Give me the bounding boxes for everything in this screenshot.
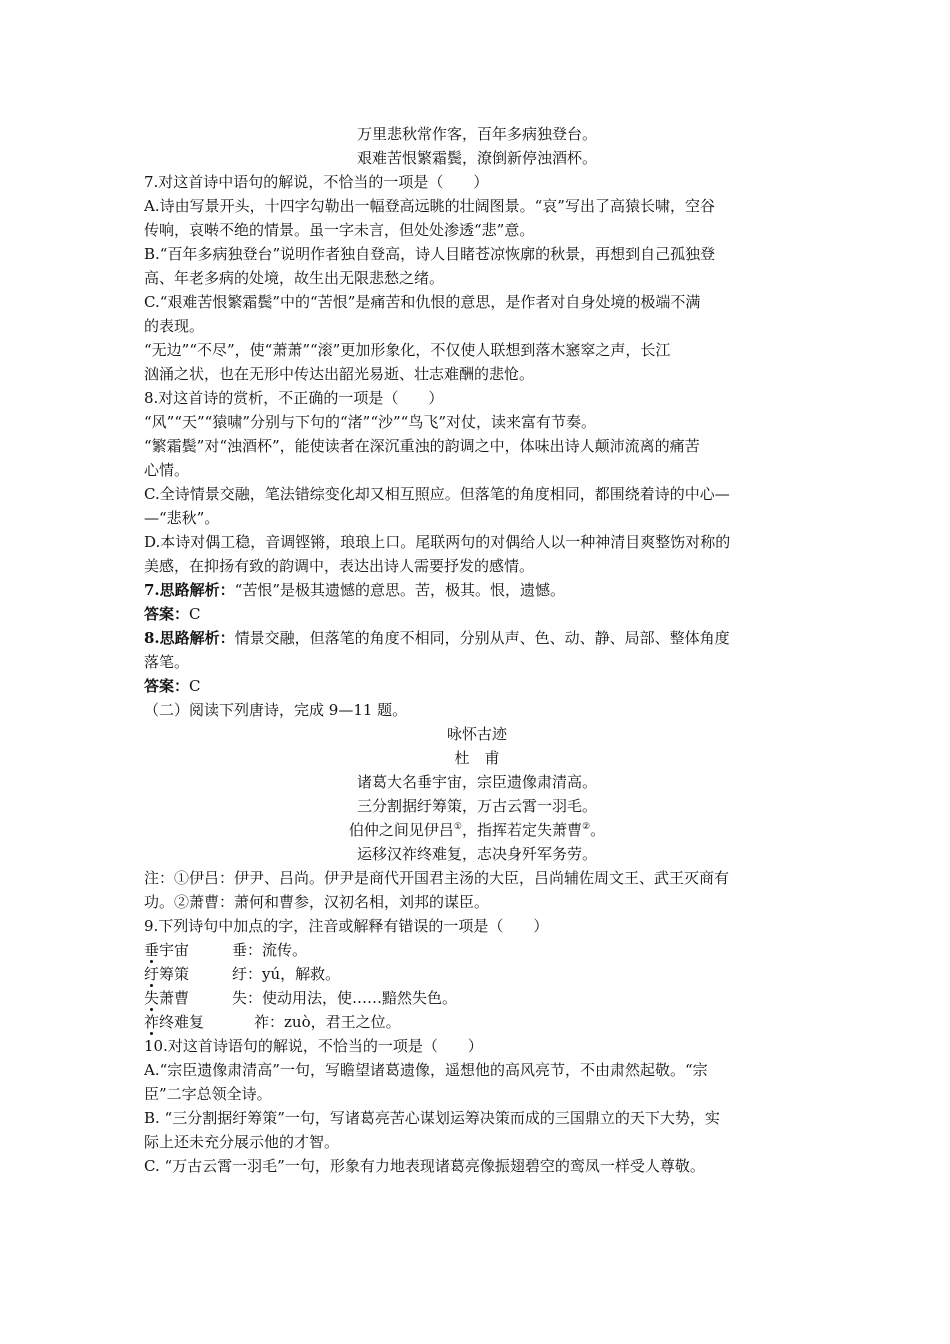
footnote-mark-1: ① [453,822,462,832]
document-body [144,122,810,1178]
q7-option-b-line-1: B.“百年多病独登台”说明作者独自登高，诗人目睹苍凉恢廓的秋景，再想到自己孤独登 [144,245,716,263]
q8-option-d-line-2: 美感，在抑扬有致的韵调中，表达出诗人需要抒发的感情。 [144,557,535,575]
q9-option-3 [144,986,810,1010]
q8-stem: 8.对这首诗的赏析，不正确的一项是（ ） [144,389,444,407]
q9-option-1 [144,938,810,962]
poem2-line-3-part-1: 伯仲之间见伊吕 [348,821,454,839]
answer7-answer-value: C [189,605,201,623]
q10-option-b-line-1: B. “三分割据纡筹策”一句，写诸葛亮苦心谋划运筹决策而成的三国鼎立的天下大势，实 [144,1109,720,1127]
answer7-analysis-label: 7.思路解析： [144,581,235,599]
q9-option-2-word [144,962,189,986]
q8-option-b-line-2: 心情。 [144,461,190,479]
q10-option-c-line-1: C. “万古云霄一羽毛”一句，形象有力地表现诸葛亮像振翅碧空的鸾凤一样受人尊敬。 [144,1157,705,1175]
answer8-analysis-label: 8.思路解析： [144,629,235,647]
q8-option-b-line-1: “繁霜鬓”对“浊酒杯”，能使读者在深沉重浊的韵调之中，体味出诗人颠沛流离的痛苦 [144,437,700,455]
q8-option-a-line-1: “风”“天”“猿啸”分别与下句的“渚”“沙”“鸟飞”对仗，读来富有节奏。 [144,413,597,431]
poem1-line-1: 万里悲秋常作客，百年多病独登台。 [356,125,597,143]
poem2-line-3-part-2: ，指挥若定失萧曹 [461,821,582,839]
q10-option-a-line-2: 臣”二字总领全诗。 [144,1085,272,1103]
q7-option-a-line-1: A.诗由写景开头，十四字勾勒出一幅登高远眺的壮阔图景。“哀”写出了高猿长啸，空谷 [144,197,715,215]
q7-option-c-line-2: 的表现。 [144,317,205,335]
answer8-analysis-text: 情景交融，但落笔的角度不相同，分别从声、色、动、静、局部、整体角度 [234,629,730,647]
answer8-analysis [144,626,810,650]
answer7-answer [144,602,810,626]
q7-option-d-line-1: “无边”“不尽”，使“萧萧”“滚”更加形象化，不仅使人联想到落木窸窣之声，长江 [144,341,671,359]
poem2-line-4: 运移汉祚终难复，志决身歼军务劳。 [356,845,597,863]
q9-stem: 9.下列诗句中加点的字，注音或解释有错误的一项是（ ） [144,917,549,935]
q9-option-1-explanation: 垂：流传。 [232,941,308,959]
answer8-answer-value: C [189,677,201,695]
q9-option-4-explanation: 祚：zuò，君王之位。 [254,1013,401,1031]
q7-option-a-line-2: 传响，哀啭不绝的情景。虽一字未言，但处处渗透“悲”意。 [144,221,535,239]
poem2-line-2: 三分割据纡筹策，万古云霄一羽毛。 [356,797,597,815]
q7-option-b-line-2: 高、年老多病的处境，故生出无限悲愁之绪。 [144,269,445,287]
q7-stem: 7.对这首诗中语句的解说，不恰当的一项是（ ） [144,173,489,191]
q9-option-2-dotted-char: 纡 [144,965,160,983]
q8-option-c-line-1: C.全诗情景交融，笔法错综变化却又相互照应。但落笔的角度相同，都围绕着诗的中心— [144,485,730,503]
poem1-line-2: 艰难苦恨繁霜鬓，潦倒新停浊酒杯。 [356,149,597,167]
q7-option-c-line-1: C.“艰难苦恨繁霜鬓”中的“苦恨”是痛苦和仇恨的意思，是作者对自身处境的极端不满 [144,293,701,311]
poem2-line-3 [144,818,810,842]
q9-option-1-word [144,938,189,962]
answer7-analysis-text: “苦恨”是极其遗憾的意思。苦，极其。恨，遗憾。 [234,581,566,599]
q9-option-4-word [144,1010,204,1034]
q10-option-a-line-1: A.“宗臣遗像肃清高”一句，写瞻望诸葛遗像，遥想他的高风亮节，不由肃然起敬。“宗 [144,1061,708,1079]
poem2-line-3-part-3: 。 [590,821,606,839]
q9-option-2 [144,962,810,986]
answer8-answer-label: 答案： [144,677,190,695]
q9-option-3-explanation: 失：使动用法，使……黯然失色。 [232,989,458,1007]
q9-option-4-dotted-char: 祚 [144,1013,160,1031]
q9-option-3-dotted-char: 失 [144,989,160,1007]
q8-option-d-line-1: D.本诗对偶工稳，音调铿锵，琅琅上口。尾联两句的对偶给人以一种神清目爽整饬对称的 [144,533,731,551]
poem2-line-1: 诸葛大名垂宇宙，宗臣遗像肃清高。 [356,773,597,791]
q9-option-1-word-rest: 宇宙 [159,941,190,959]
poem2-note-line-1: 注：①伊吕：伊尹、吕尚。伊尹是商代开国君主汤的大臣，吕尚辅佐周文王、武王灭商有 [144,869,730,887]
section2-intro: （二）阅读下列唐诗，完成 9—11 题。 [144,701,408,719]
q9-option-1-dotted-char: 垂 [144,941,160,959]
answer8-analysis-line-2: 落笔。 [144,653,190,671]
q9-option-3-word-rest: 萧曹 [159,989,190,1007]
q9-option-4 [144,1010,810,1034]
q10-option-b-line-2: 际上还未充分展示他的才智。 [144,1133,340,1151]
poem2-title: 咏怀古迹 [446,725,507,743]
q9-option-4-word-rest: 终难复 [159,1013,205,1031]
q10-stem: 10.对这首诗语句的解说，不恰当的一项是（ ） [144,1037,483,1055]
footnote-mark-2: ② [582,822,591,832]
poem2-author: 杜 甫 [454,749,500,767]
answer7-answer-label: 答案： [144,605,190,623]
q8-option-c-line-2: —“悲秋”。 [144,509,220,527]
q9-option-2-explanation: 纡：yú，解救。 [232,965,341,983]
q7-option-d-line-2: 汹涌之状，也在无形中传达出韶光易逝、壮志难酬的悲怆。 [144,365,535,383]
q9-option-2-word-rest: 筹策 [159,965,190,983]
q9-option-3-word [144,986,189,1010]
answer7-analysis [144,578,810,602]
answer8-answer [144,674,810,698]
poem2-note-line-2: 功。②萧曹：萧何和曹参，汉初名相，刘邦的谋臣。 [144,893,490,911]
